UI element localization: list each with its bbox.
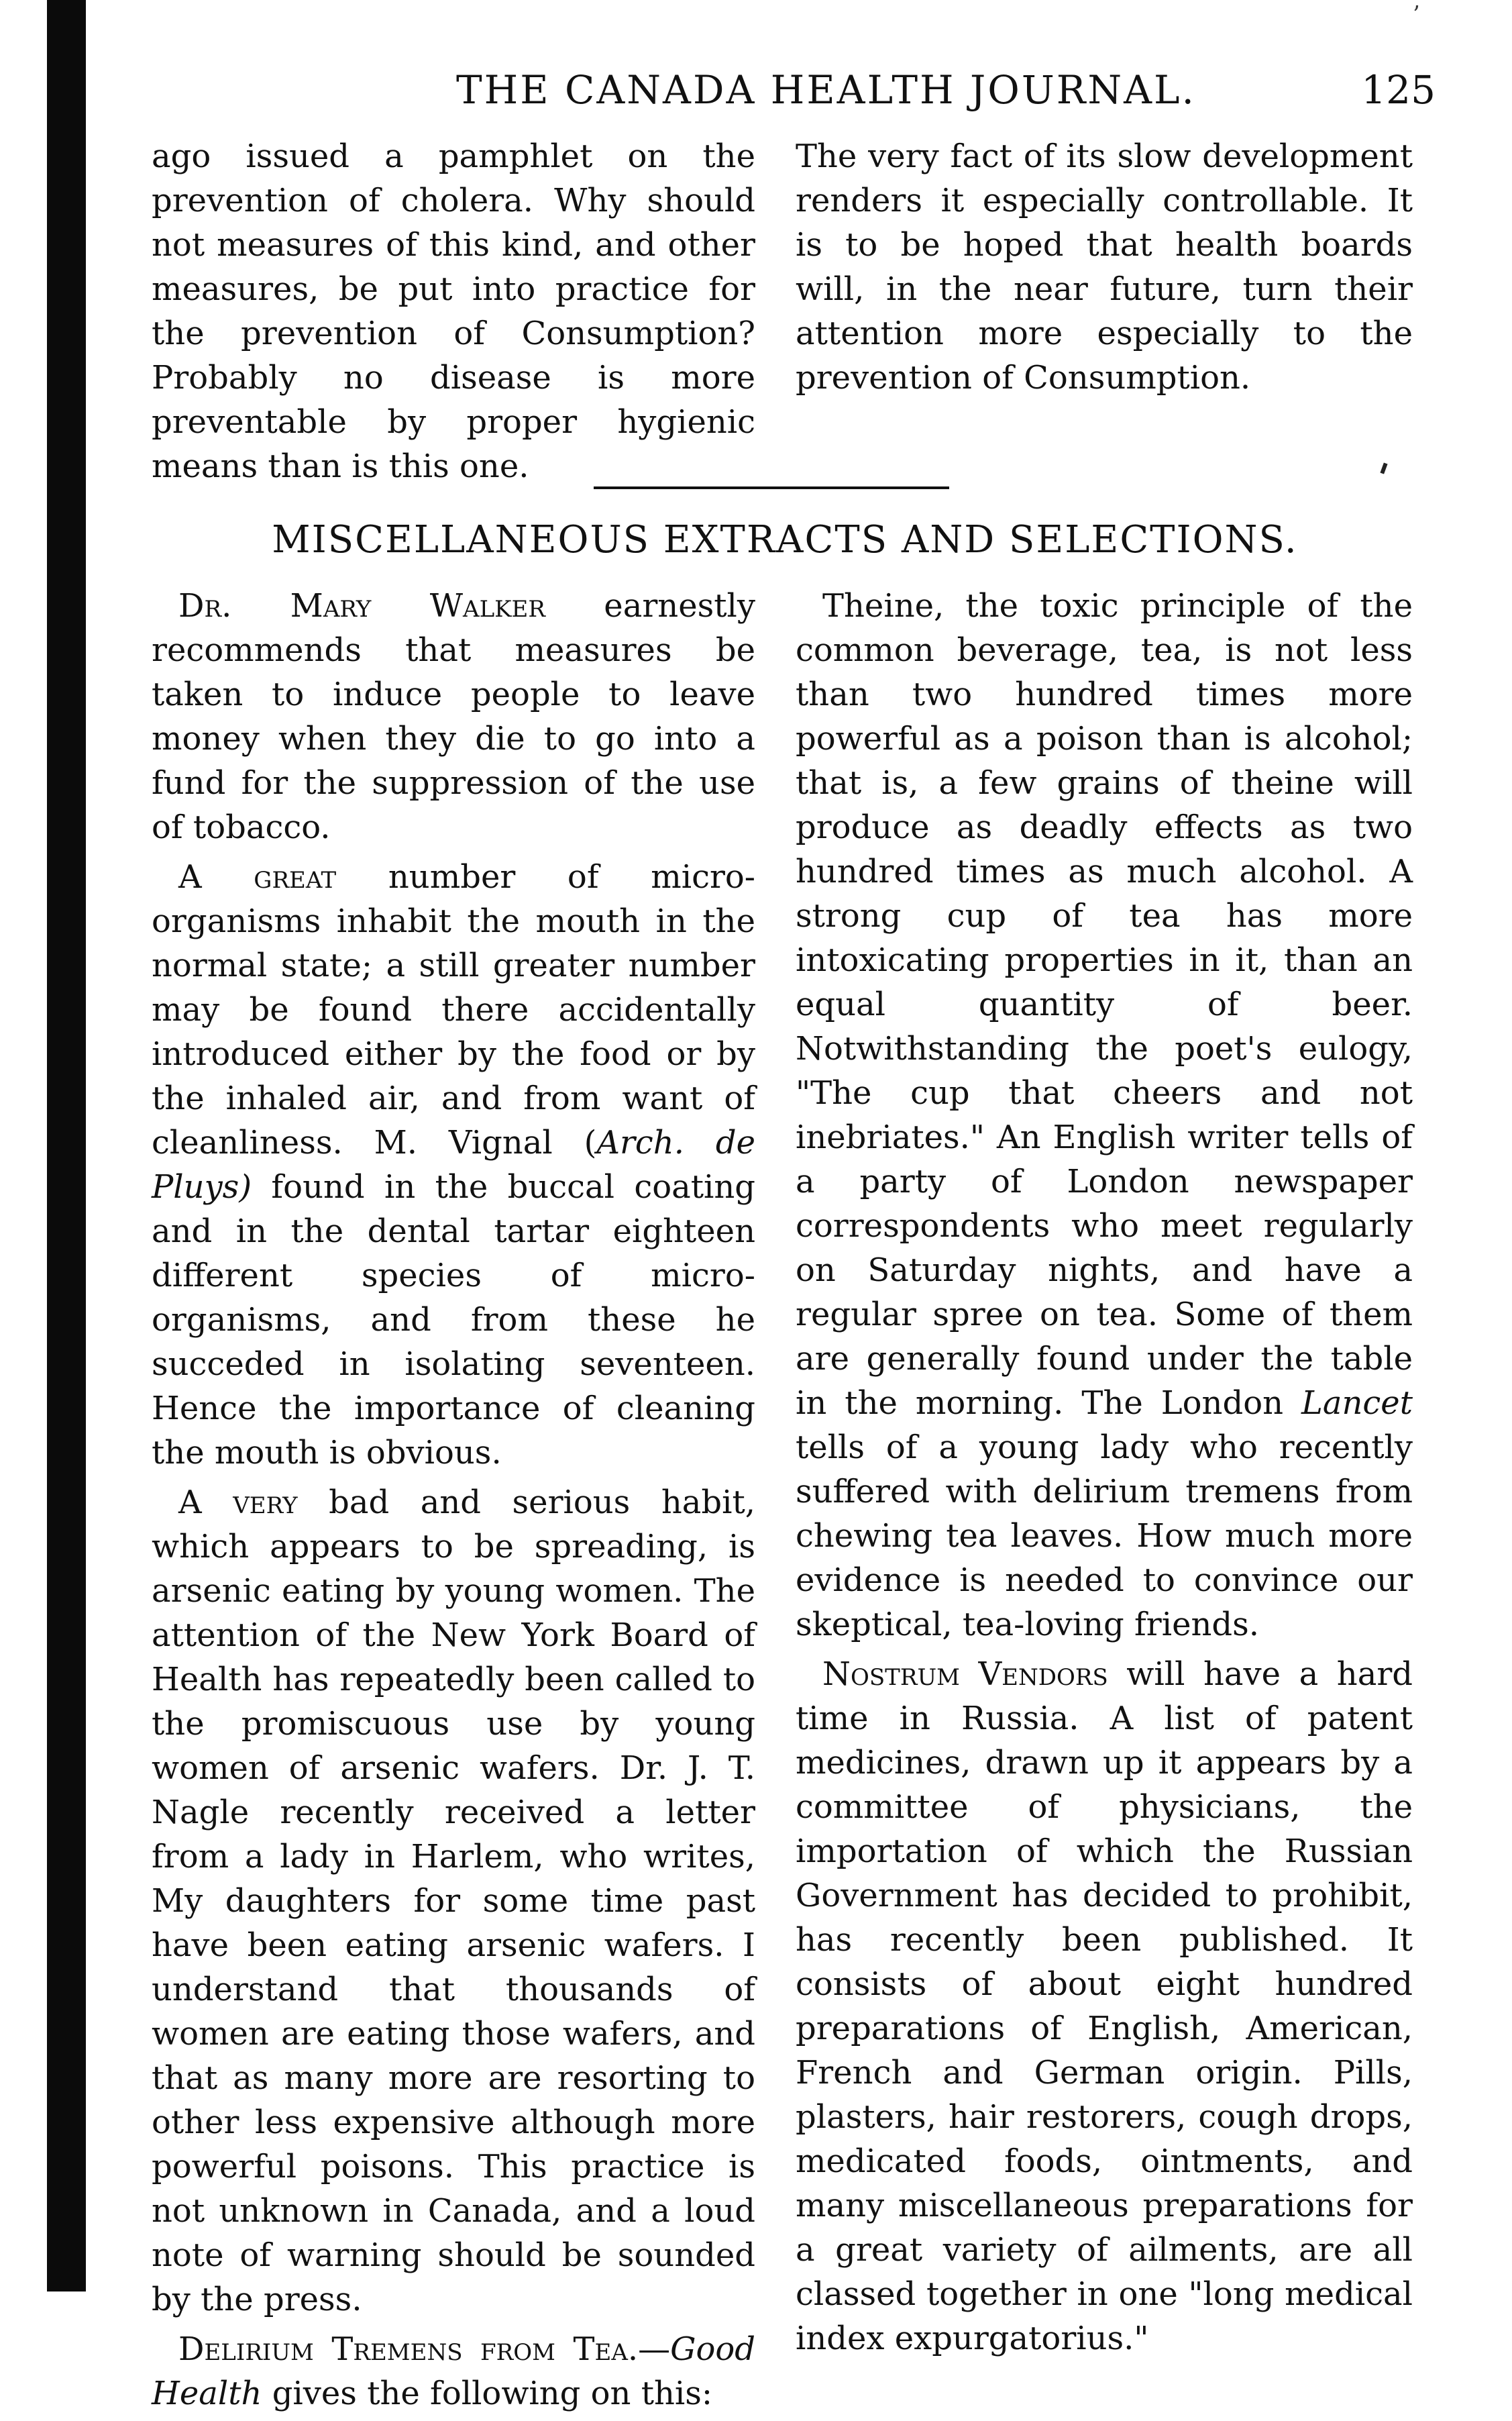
paragraph-text: found in the buccal coating and in the dental tartar eighteen different species of micro-organisms, and from these he succeded in isolating seventeen. Hence the importance of cleaning the mouth is obvious. xyxy=(152,1168,755,1472)
top-left-column xyxy=(152,134,755,488)
continued-paragraph-right: The very fact of its slow development renders it especially controllable. It is to be hoped that health boards will, in the near future, turn their attention more especially to the prevention of Consumption. xyxy=(796,138,1413,397)
lead-words: Dr. Mary Walker xyxy=(178,587,545,625)
paragraph-text: gives the following on this: xyxy=(262,2375,713,2412)
em-dash: — xyxy=(638,2330,671,2368)
ink-speck xyxy=(1380,462,1387,474)
paragraph-text: number of micro-organisms inhabit the mouth in the normal state; a still greater number may be found there accidentally introduced either by the food or by the inhaled air, and from want of cleanliness. M. Vignal ( xyxy=(152,858,756,1162)
book-spine-shadow xyxy=(47,0,86,2291)
right-column xyxy=(796,584,1413,2366)
source-italic: Lancet xyxy=(1301,1384,1413,1422)
paragraph-text: will have a hard time in Russia. A list of patent medicines, drawn up it appears by a committee of physicians, the importation of which the Russian Government has decided to prohibit, has recently been published. It consists of about eight hundred preparations of English, American, French and German origin. Pills, plasters, hair restorers, cough drops, medicated foods, ointments, and many miscellaneous preparations for a great variety of ailments, are all classed together in one "long medical index expurgatorius." xyxy=(796,1655,1413,2357)
section-divider xyxy=(594,486,949,489)
lead-words: A great xyxy=(178,858,337,896)
continued-paragraph-left: ago issued a pamphlet on the prevention of cholera. Why should not measures of this kind, and other measures, be put into practice for the prevention of Consumption? Probably no disease is more preventable by proper hygienic means than is this one. xyxy=(152,138,755,485)
paragraph-text: Theine, the toxic principle of the common beverage, tea, is not less than two hundred times more powerful as a poison than is alcohol; that is, a few grains of theine will produce as deadly effects as two hundred times as much alcohol. A strong cup of tea has more intoxicating properties in it, than an equal quantity of beer. Notwithstanding the poet's eulogy, "The cup that cheers and not inebriates." An English writer tells of a party of London newspaper correspondents who meet regularly on Saturday nights, and have a regular spree on tea. Some of them are generally found under the table in the morning. The London xyxy=(796,587,1413,1422)
page-header xyxy=(154,67,1436,121)
lead-words: Nostrum Vendors xyxy=(822,1655,1108,1693)
paragraph-text: bad and serious habit, which appears to be spreading, is arsenic eating by young women. The attention of the New York Board of Health has repeatedly been called to the promiscuous use by young women of arsenic wafers. Dr. J. T. Nagle recently received a letter from a lady in Harlem, who writes, My daughters for some time past have been eating arsenic wafers. I understand that thousands of women are eating those wafers, and that as many more are resorting to other less expensive although more powerful poisons. This practice is not unknown in Canada, and a loud note of warning should be sounded by the press. xyxy=(152,1484,755,2318)
scan-speck: ʼ xyxy=(1412,1,1419,28)
left-column xyxy=(152,584,755,2421)
paragraph-delirium-tremens xyxy=(152,2327,755,2416)
paragraph-text: earnestly recommends that measures be taken to induce people to leave money when they die to go into a fund for the suppression of the use of tobacco. xyxy=(152,587,755,846)
lead-words: A very xyxy=(178,1484,298,1521)
source-italic: Good Health xyxy=(152,2330,755,2412)
citation-italic: Arch. de Pluys) xyxy=(152,1124,755,1206)
paragraph-nostrum-vendors xyxy=(796,1652,1413,2361)
lead-words: Delirium Tremens from Tea. xyxy=(178,2330,639,2368)
page-number: 125 xyxy=(1361,67,1436,113)
paragraph-micro-organisms xyxy=(152,855,755,1475)
running-head: THE CANADA HEALTH JOURNAL. xyxy=(456,67,1196,113)
section-title: MISCELLANEOUS EXTRACTS AND SELECTIONS. xyxy=(272,518,1298,562)
top-right-column xyxy=(796,134,1413,400)
paragraph-text: tells of a young lady who recently suffered with delirium tremens from chewing tea leaves. How much more evidence is needed to convince our skeptical, tea-loving friends. xyxy=(796,1429,1413,1643)
paragraph-theine xyxy=(796,584,1413,1647)
paragraph-arsenic xyxy=(152,1480,755,2322)
paragraph-mary-walker xyxy=(152,584,755,849)
